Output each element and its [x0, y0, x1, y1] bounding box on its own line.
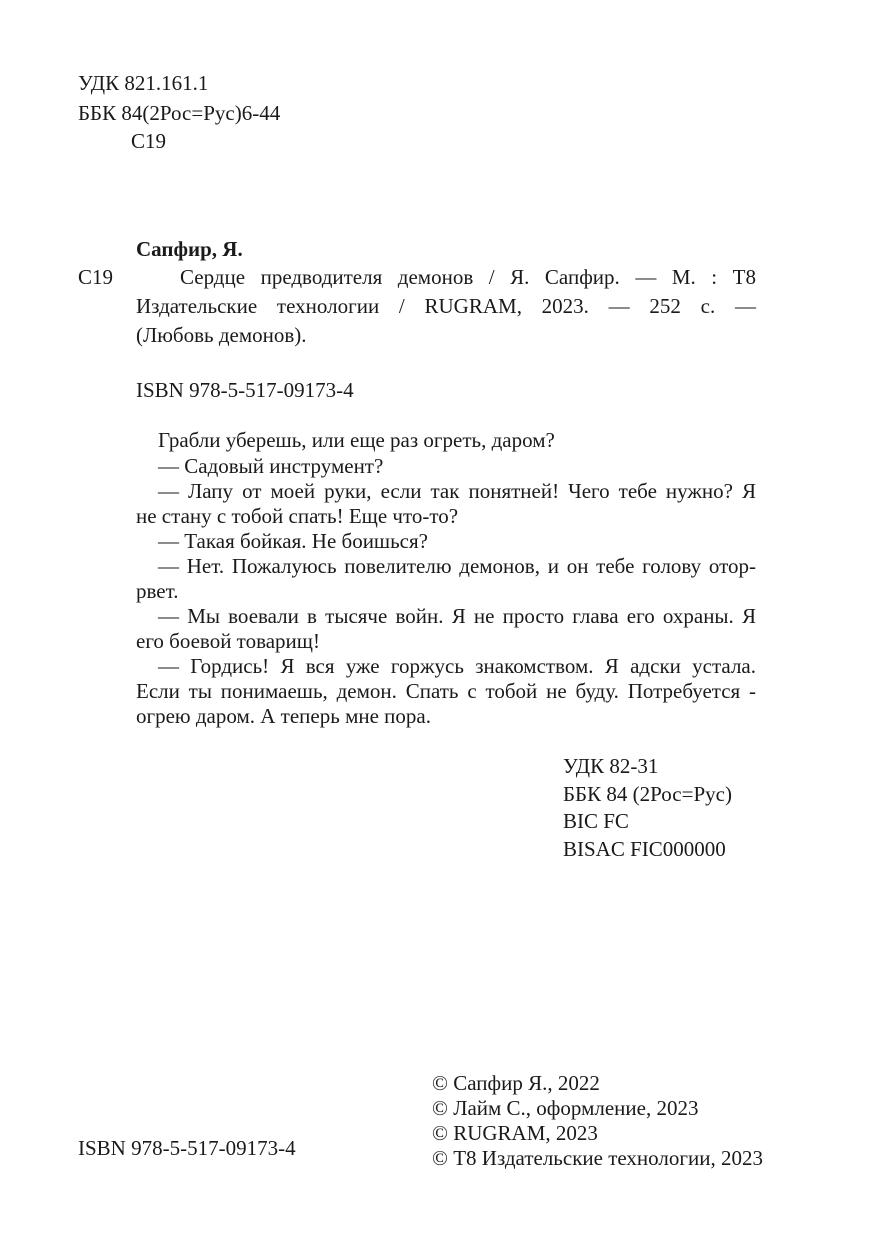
- copyright-line: © RUGRAM, 2023: [432, 1121, 598, 1145]
- annotation-line: рвет.: [136, 579, 179, 603]
- udk-code-bottom: УДК 82-31: [563, 754, 659, 778]
- bisac-code: BISAC FIC000000: [563, 837, 726, 861]
- annotation-line: огрею даром. А теперь мне пора.: [136, 704, 431, 728]
- annotation-line: — Мы воевали в тысяче войн. Я не просто глава его охраны. Я: [158, 604, 756, 628]
- annotation-line: Если ты понимаешь, демон. Спать с тобой не буду. Потребуется -: [136, 679, 756, 703]
- annotation-line: Грабли уберешь, или еще раз огреть, даром?: [158, 428, 555, 452]
- author-heading: Сапфир, Я.: [136, 237, 243, 261]
- annotation-line: — Садовый инструмент?: [158, 454, 384, 478]
- isbn-footer: ISBN 978-5-517-09173-4: [78, 1136, 296, 1160]
- author-mark: С19: [78, 265, 114, 289]
- annotation-line: его боевой товарищ!: [136, 629, 320, 653]
- copyright-line: © Сапфир Я., 2022: [432, 1071, 600, 1095]
- annotation-line: — Нет. Пожалуюсь повелителю демонов, и он тебе голову отор-: [158, 554, 756, 578]
- bbk-code-bottom: ББК 84 (2Рос=Рус): [563, 782, 732, 806]
- annotation-line: не стану с тобой спать! Еще что-то?: [136, 504, 459, 528]
- udk-code-top: УДК 821.161.1: [78, 71, 209, 95]
- annotation-line: — Лапу от моей руки, если так понятней! Чего тебе нужно? Я: [158, 479, 756, 503]
- bic-code: BIC FC: [563, 809, 629, 833]
- title-line-3: (Любовь демонов).: [136, 323, 307, 347]
- annotation-line: — Гордись! Я вся уже горжусь знакомством. Я адски устала.: [158, 654, 756, 678]
- author-mark-top: С19: [131, 129, 167, 153]
- isbn-record: ISBN 978-5-517-09173-4: [136, 378, 354, 402]
- copyright-line: © Т8 Издательские технологии, 2023: [432, 1146, 763, 1170]
- bbk-code-top: ББК 84(2Рос=Рус)6-44: [78, 101, 281, 125]
- title-line-2: Издательские технологии / RUGRAM, 2023. — 252 с. —: [136, 294, 756, 318]
- copyright-line: © Лайм С., оформление, 2023: [432, 1096, 699, 1120]
- annotation-line: — Такая бойкая. Не боишься?: [158, 529, 428, 553]
- title-line-1: Сердце предводителя демонов / Я. Сапфир. — М. : Т8: [180, 265, 756, 289]
